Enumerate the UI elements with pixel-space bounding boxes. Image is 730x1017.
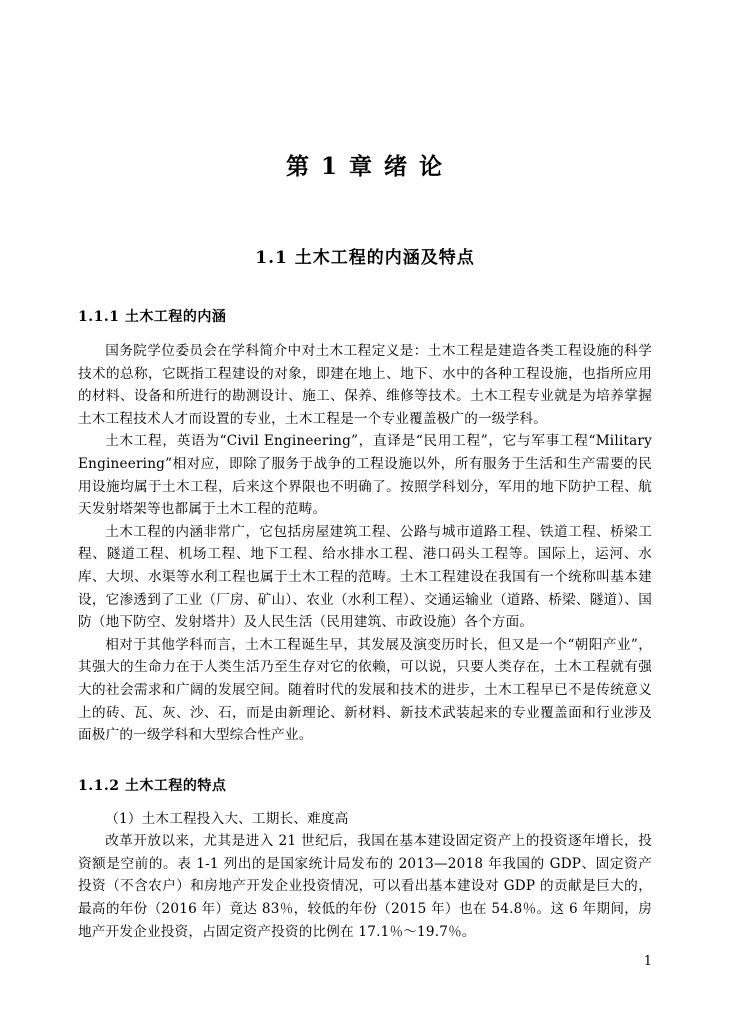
page-content [78,0,652,1017]
subsection-title-2: 1.1.2 土木工程的特点 [78,777,227,794]
chapter-title: 第 1 章 绪 论 [285,153,445,180]
paragraph: 改革开放以来，尤其是进入 21 世纪后，我国在基本建设固定资产上的投资逐年增长，投资额是空前的。表 1-1 列出的是国家统计局发布的 2013—2018 年我国的 GDP、固定资产投资（不含农户）和房地产开发企业投资情况，可以看出基本建设对 GDP 的贡献是巨大的，最高的年份（2016 年）竟达 83％，较低的年份（2015 年）也在 54.8％。这 6 年期间，房地产开发企业投资，占固定资产投资的比例在 17.1％～19.7％。 [78,833,652,940]
paragraph: 相对于其他学科而言，土木工程诞生早，其发展及演变历时长，但又是一个“朝阳产业”，其强大的生命力在于人类生活乃至生存对它的依赖，可以说，只要人类存在，土木工程就有强大的社会需求和广阔的发展空间。随着时代的发展和技术的进步，土木工程早已不是传统意义上的砖、瓦、灰、沙、石，而是由新理论、新材料、新技术武装起来的专业覆盖面和行业涉及面极广的一级学科和大型综合性产业。 [78,636,652,744]
paragraph: 土木工程的内涵非常广，它包括房屋建筑工程、公路与城市道路工程、铁道工程、桥梁工程、隧道工程、机场工程、地下工程、给水排水工程、港口码头工程等。国际上，运河、水库、大坝、水渠等水利工程也属于土木工程的范畴。土木工程建设在我国有一个统称叫基本建设，它渗透到了工业（厂房、矿山）、农业（水利工程）、交通运输业（道路、桥梁、隧道）、国防（地下防空、发射塔井）及人民生活（民用建筑、市政设施）各个方面。 [78,523,652,631]
list-item: （1）土木工程投入大、工期长、难度高 [105,810,349,827]
section-title: 1.1 土木工程的内涵及特点 [255,248,475,268]
paragraph: 土木工程，英语为“Civil Engineering”，直译是“民用工程”，它与军事工程“Military Engineering”相对应，即除了服务于战争的工程设施以外，所有服务于生活和生产需要的民用设施均属于土木工程，后来这个界限也不明确了。按照学科划分，军用的地下防护工程、航天发射塔架等也都属于土木工程的范畴。 [78,433,652,518]
page-number: 1 [643,954,652,969]
paragraph: 国务院学位委员会在学科简介中对土木工程定义是：土木工程是建造各类工程设施的科学技术的总称，它既指工程建设的对象，即建在地上、地下、水中的各种工程设施，也指所应用的材料、设备和所进行的勘测设计、施工、保养、维修等技术。土木工程专业就是为培养掌握土木工程技术人才而设置的专业，土木工程是一个专业覆盖极广的一级学科。 [78,343,652,427]
subsection-title-1: 1.1.1 土木工程的内涵 [78,309,227,325]
